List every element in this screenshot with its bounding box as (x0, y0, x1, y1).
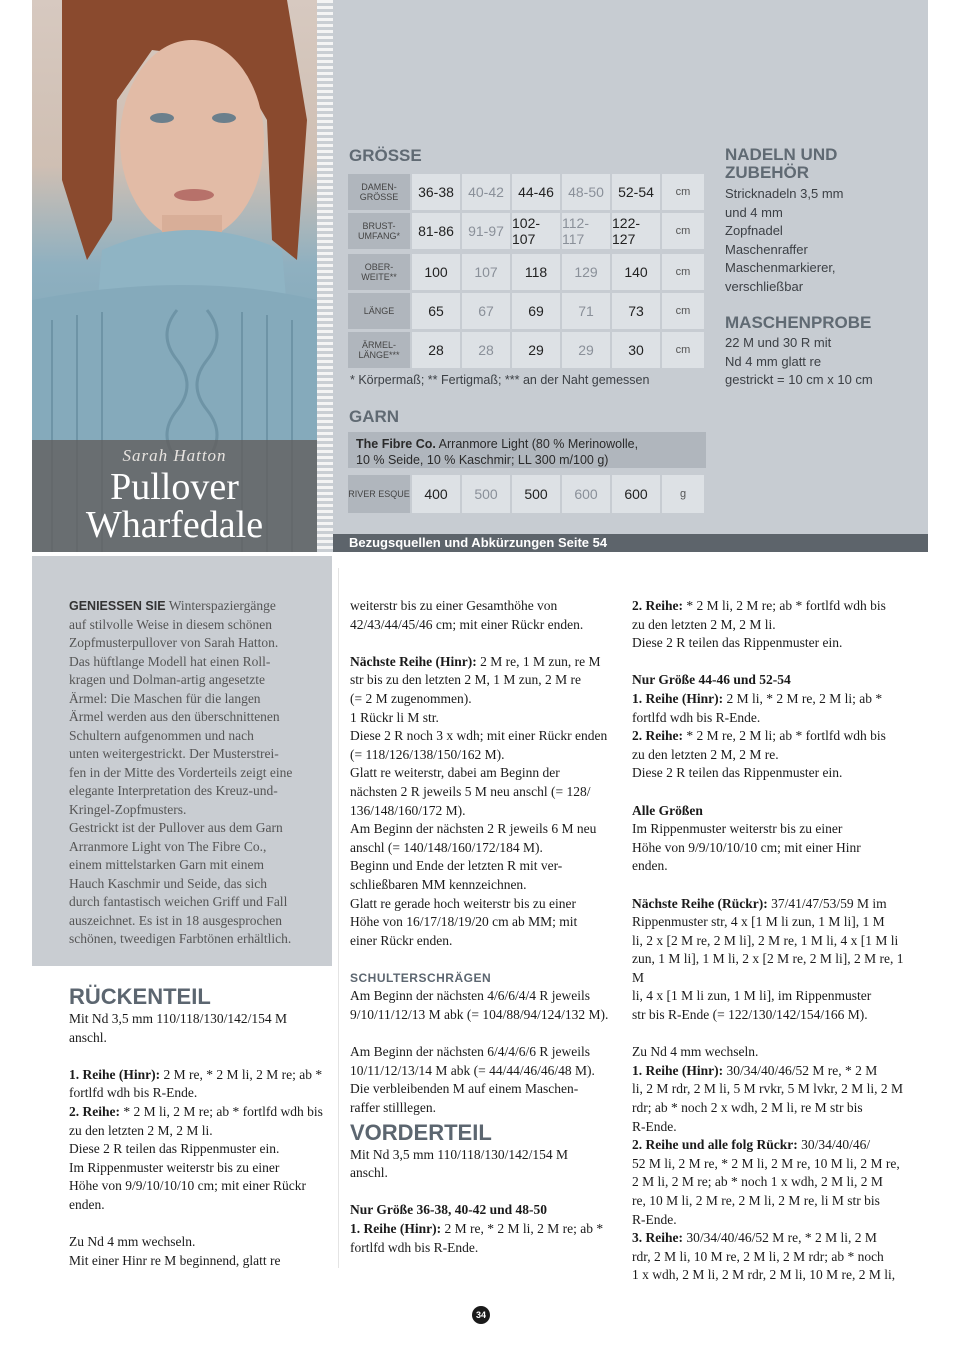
text-line: 2 M li, * 2 M re, 2 M li; ab * (723, 690, 883, 706)
unit-cell: cm (662, 332, 704, 368)
text-line: 136/148/160/172 M). (350, 802, 466, 818)
text-line: Am Beginn der nächsten 6/4/4/6/6 R jeweils (350, 1044, 590, 1060)
text-line: Diese 2 R teilen das Rippenmuster ein. (69, 1141, 280, 1157)
text-line: 30/34/40/46/52 M re, * 2 M (723, 1062, 878, 1078)
text-line: li, 4 x [1 M li zun, 1 M li], im Rippenmuster (632, 988, 872, 1004)
text-line: anschl. (69, 1029, 107, 1045)
intro-line: einem mittelstarken Garn mit einem (69, 857, 264, 872)
section-heading-front: VORDERTEIL (350, 1119, 492, 1145)
text-line: zu den letzten 2 M, 2 M li. (69, 1122, 213, 1138)
pattern-title-line2: Wharfedale (85, 504, 264, 546)
row-label-bold: 2. Reihe: (632, 728, 683, 744)
unit-cell: g (662, 475, 704, 513)
cell: 48-50 (562, 174, 610, 210)
subheading-shoulders: SCHULTERSCHRÄGEN (350, 970, 492, 985)
cell: 500 (462, 475, 510, 513)
text-line: Diese 2 R teilen das Rippenmuster ein. (632, 765, 843, 781)
cell: 52-54 (612, 174, 660, 210)
size-row-brust (348, 213, 706, 249)
text-line: re, 10 M li, 2 M re, 2 M li, 2 M re, li M str bis (632, 1193, 880, 1208)
source-bar: Bezugsquellen und Abkürzungen Seite 54 (333, 534, 928, 552)
intro-line: Gestrickt ist der Pullover aus dem Garn (69, 820, 283, 835)
intro-line: Winterspaziergänge (165, 598, 276, 613)
text-line: Die verbleibenden M auf einem Maschen- (350, 1081, 579, 1097)
text-line: fortlfd wdh bis R-Ende. (69, 1085, 198, 1101)
text-line: nächsten 2 R jeweils 5 M neu anschl (= 128/ (350, 783, 591, 799)
page-number: 34 (472, 1306, 490, 1324)
text-line: 42/43/44/45/46 cm; mit einer Rückr enden. (350, 616, 584, 632)
text-line: zun, 1 M li], 1 M li, 2 x [2 M re, 2 M li], 2 M re, 1 M (632, 951, 904, 985)
text-line: Im Rippenmuster weiterstr bis zu einer (69, 1159, 280, 1175)
text-line: 37/41/47/53/59 M im (767, 895, 887, 911)
text-line: 30/34/40/46/ (797, 1137, 871, 1153)
text-line: * 2 M li, 2 M re; ab * fortlfd wdh bis (683, 598, 886, 613)
gauge-line: Nd 4 mm glatt re (725, 353, 822, 369)
column-2 (350, 597, 622, 1257)
row-label-bold: 1. Reihe (Hinr): (350, 1221, 442, 1236)
cell: 36-38 (412, 174, 460, 210)
row-label-bold: 2. Reihe: (69, 1103, 120, 1119)
intro-line: durch fantastisch weichen Griff und Fall (69, 894, 288, 909)
text-line: * 2 M re, 2 M li; ab * fortlfd wdh bis (683, 728, 886, 744)
cell: 28 (462, 332, 510, 368)
text-line: zu den letzten 2 M, 2 M li. (632, 616, 776, 632)
cell: 91-97 (462, 213, 510, 249)
cell: 100 (412, 254, 460, 290)
cell: 81-86 (412, 213, 460, 249)
row-label: DAMEN- GRÖSSE (348, 174, 410, 210)
text-line: enden. (69, 1196, 105, 1212)
cell: 30 (612, 332, 660, 368)
yarn-desc-line1: Arranmore Light (80 % Merinowolle, (438, 437, 639, 451)
needles-line: Maschenraffer (725, 241, 808, 257)
text-line: Beginn und Ende der letzten R mit ver- (350, 858, 563, 874)
cell: 29 (562, 332, 610, 368)
text-line: Glatt re gerade hoch weiterstr bis zu einer (350, 895, 577, 911)
text-line: str bis zu den letzten 2 M, 1 M zun, 2 M re (350, 672, 581, 688)
text-line: enden. (632, 858, 668, 874)
intro-line: Arranmore Light von The Fibre Co., (69, 838, 267, 854)
needles-line: Zopfnadel (725, 223, 783, 238)
text-line: Glatt re weiterstr, dabei am Beginn der (350, 765, 560, 781)
text-line: zu den letzten 2 M, 2 M re. (632, 746, 779, 762)
text-line: (= 2 M zugenommen). (350, 690, 472, 706)
intro-line: kragen und Dolman-artig angesetzte (69, 672, 266, 687)
cell: 28 (412, 332, 460, 368)
subheading-all-sizes: Alle Größen (632, 802, 703, 818)
intro-line: Schultern aufgenommen und nach (69, 727, 254, 743)
text-line: str bis R-Ende (= 122/130/142/154/166 M). (632, 1007, 868, 1023)
column-divider (338, 568, 339, 1268)
needles-line: verschließbar (725, 278, 804, 294)
text-line: anschl. (350, 1165, 388, 1181)
intro-line: schönen, tweedigen Farbtönen erhältlich. (69, 931, 292, 946)
intro-line: Ärmel: Die Maschen für die langen (69, 690, 261, 706)
unit-cell: cm (662, 293, 704, 329)
cell: 500 (512, 475, 560, 513)
section-heading-back: RÜCKENTEIL (69, 984, 211, 1009)
text-line: schließbaren MM kennzeichnen. (350, 876, 527, 892)
size-heading: GRÖSSE (349, 146, 422, 165)
perforation-strip (317, 0, 333, 552)
row-label: OBER- WEITE** (348, 254, 410, 290)
yarn-brand: The Fibre Co. (356, 437, 436, 451)
row-label-bold: 1. Reihe (Hinr): (69, 1066, 161, 1082)
cell: 122-127 (612, 213, 660, 249)
text-line: rdr, 2 M li, 10 M re, 2 M li, 2 M rdr; ab * noch (632, 1248, 884, 1264)
cell: 65 (412, 293, 460, 329)
intro-line: auszeichnet. Es ist in 18 ausgesprochen (69, 912, 282, 928)
row-label-bold: 2. Reihe: (632, 598, 683, 613)
text-line: Mit einer Hinr re M beginnend, glatt re (69, 1252, 281, 1268)
cell: 600 (562, 475, 610, 513)
size-row-laenge (348, 293, 706, 329)
intro-line: auf stilvolle Weise in diesem schönen (69, 616, 272, 632)
text-line: R-Ende. (632, 1118, 677, 1134)
text-line: Höhe von 9/9/10/10/10 cm; mit einer Hinr (632, 839, 861, 855)
cell: 107 (462, 254, 510, 290)
gauge-list (725, 334, 915, 390)
text-line: (= 118/126/138/150/162 M). (350, 746, 505, 762)
text-line: raffer stilllegen. (350, 1100, 436, 1116)
text-line: Am Beginn der nächsten 4/6/6/4/4 R jeweils (350, 988, 590, 1004)
text-line: weiterstr bis zu einer Gesamthöhe von (350, 598, 558, 613)
text-line: R-Ende. (632, 1211, 677, 1227)
text-line: Höhe von 9/9/10/10/10 cm; mit einer Rückr (69, 1178, 306, 1194)
row-label: BRUST- UMFANG* (348, 213, 410, 249)
row-label: ÄRMEL- LÄNGE*** (348, 332, 410, 368)
size-footnote: * Körpermaß; ** Fertigmaß; *** an der Naht gemessen (350, 373, 650, 387)
text-line: 52 M li, 2 M re, * 2 M li, 2 M re, 10 M li, 2 M re, (632, 1155, 900, 1171)
yarn-heading: GARN (349, 407, 400, 426)
unit-cell: cm (662, 254, 704, 290)
needles-line: und 4 mm (725, 204, 783, 220)
intro-line: fen in der Mitte des Vorderteils zeigt eine (69, 764, 293, 780)
title-overlay (32, 440, 317, 552)
needles-heading: NADELN UND ZUBEHÖR (725, 145, 838, 182)
text-line: einer Rückr enden. (350, 932, 453, 948)
cell: 140 (612, 254, 660, 290)
cell: 102-107 (512, 213, 560, 249)
yarn-desc-line2: 10 % Seide, 10 % Kaschmir; LL 300 m/100 g) (356, 453, 609, 467)
text-line: rdr; ab * noch 2 x wdh, 2 M li, re M str bis (632, 1100, 863, 1116)
intro-line: unten weitergestrickt. Der Musterstrei- (69, 746, 279, 761)
row-label: LÄNGE (348, 293, 410, 329)
text-line: 1 Rückr li M str. (350, 709, 439, 725)
intro-text (69, 597, 315, 949)
needles-list (725, 185, 915, 296)
size-row-aermel (348, 332, 706, 368)
text-line: 30/34/40/46/52 M re, * 2 M li, 2 M (683, 1230, 877, 1246)
cell: 29 (512, 332, 560, 368)
size-row-oberweite (348, 254, 706, 290)
row-label-bold: 2. Reihe und alle folg Rückr: (632, 1137, 798, 1153)
needles-line: Stricknadeln 3,5 mm (725, 186, 844, 201)
text-line: * 2 M li, 2 M re; ab * fortlfd wdh bis (120, 1103, 323, 1119)
subheading-sizes: Nur Größe 44-46 und 52-54 (632, 672, 791, 688)
intro-line: Hauch Kaschmir und Seide, das sich (69, 875, 267, 891)
row-label-bold: Nächste Reihe (Rückr): (632, 895, 768, 911)
text-line: 2 M re, 1 M zun, re M (476, 653, 601, 669)
text-line: li, 2 x [2 M re, 2 M li], 2 M re, 1 M li, 4 x [1 M li (632, 932, 899, 948)
cell: 40-42 (462, 174, 510, 210)
pattern-title-line1: Pullover (110, 466, 239, 508)
text-line: Rippenmuster str, 4 x [1 M li zun, 1 M li], 1 M (632, 914, 885, 930)
designer-name: Sarah Hatton (122, 446, 227, 465)
cell: 600 (612, 475, 660, 513)
text-line: Mit Nd 3,5 mm 110/118/130/142/154 M (350, 1146, 569, 1162)
intro-line: elegante Interpretation des Kreuz-und- (69, 783, 278, 798)
cell: 69 (512, 293, 560, 329)
yarn-description (348, 432, 706, 468)
intro-line: Kringel-Zopfmusters. (69, 801, 187, 817)
cell: 71 (562, 293, 610, 329)
text-line: Mit Nd 3,5 mm 110/118/130/142/154 M (69, 1011, 288, 1026)
text-line: 2 M re, * 2 M li, 2 M re; ab * (441, 1221, 604, 1236)
yarn-row (348, 475, 706, 513)
intro-line: Das hüftlange Modell hat einen Roll- (69, 653, 271, 669)
text-line: 9/10/11/12/13 M abk (= 104/88/94/124/132 M). (350, 1007, 609, 1023)
yarn-color-label: RIVER ESQUE (348, 475, 410, 513)
text-line: fortlfd wdh bis R-Ende. (350, 1239, 479, 1255)
cell: 44-46 (512, 174, 560, 210)
size-row-damen (348, 174, 706, 210)
cell: 73 (612, 293, 660, 329)
text-line: Höhe von 16/17/18/19/20 cm ab MM; mit (350, 914, 578, 930)
text-line: anschl (= 140/148/160/172/184 M). (350, 839, 543, 855)
column-1 (69, 984, 331, 1270)
row-label-bold: Nächste Reihe (Hinr): (350, 653, 477, 669)
gauge-line: gestrickt = 10 cm x 10 cm (725, 372, 873, 387)
column-3 (632, 597, 912, 1285)
text-line: Im Rippenmuster weiterstr bis zu einer (632, 821, 843, 837)
cell: 400 (412, 475, 460, 513)
unit-cell: cm (662, 174, 704, 210)
text-line: 10/11/12/13/14 M abk (= 44/44/46/46/48 M). (350, 1062, 595, 1078)
cell: 67 (462, 293, 510, 329)
intro-lead: GENIESSEN SIE (69, 599, 166, 613)
cell: 118 (512, 254, 560, 290)
row-label-bold: 1. Reihe (Hinr): (632, 690, 724, 706)
intro-line: Ärmel werden aus den überschnittenen (69, 709, 280, 724)
text-line: fortlfd wdh bis R-Ende. (632, 709, 761, 725)
text-line: 2 M re, * 2 M li, 2 M re; ab * (160, 1066, 323, 1082)
text-line: Zu Nd 4 mm wechseln. (69, 1234, 196, 1250)
row-label-bold: 1. Reihe (Hinr): (632, 1062, 724, 1078)
gauge-heading: MASCHENPROBE (725, 313, 872, 332)
needles-line: Maschenmarkierer, (725, 260, 836, 275)
text-line: Zu Nd 4 mm wechseln. (632, 1044, 759, 1060)
text-line: li, 2 M rdr, 2 M li, 5 M rvkr, 5 M lvkr, 2 M li, 2 M (632, 1081, 904, 1097)
cell: 129 (562, 254, 610, 290)
text-line: 1 x wdh, 2 M li, 2 M rdr, 2 M li, 10 M re, 2 M li, (632, 1267, 896, 1283)
text-line: Diese 2 R teilen das Rippenmuster ein. (632, 635, 843, 651)
intro-line: Zopfmusterpullover von Sarah Hatton. (69, 635, 279, 650)
cell: 112-117 (562, 213, 610, 249)
gauge-line: 22 M und 30 R mit (725, 335, 832, 350)
row-label-bold: 3. Reihe: (632, 1230, 683, 1246)
text-line: Diese 2 R noch 3 x wdh; mit einer Rückr enden (350, 728, 608, 744)
unit-cell: cm (662, 213, 704, 249)
text-line: 2 M li, 2 M re; ab * noch 1 x wdh, 2 M li, 2 M (632, 1174, 883, 1190)
text-line: Am Beginn der nächsten 2 R jeweils 6 M neu (350, 821, 597, 837)
subheading-sizes: Nur Größe 36-38, 40-42 und 48-50 (350, 1202, 548, 1218)
